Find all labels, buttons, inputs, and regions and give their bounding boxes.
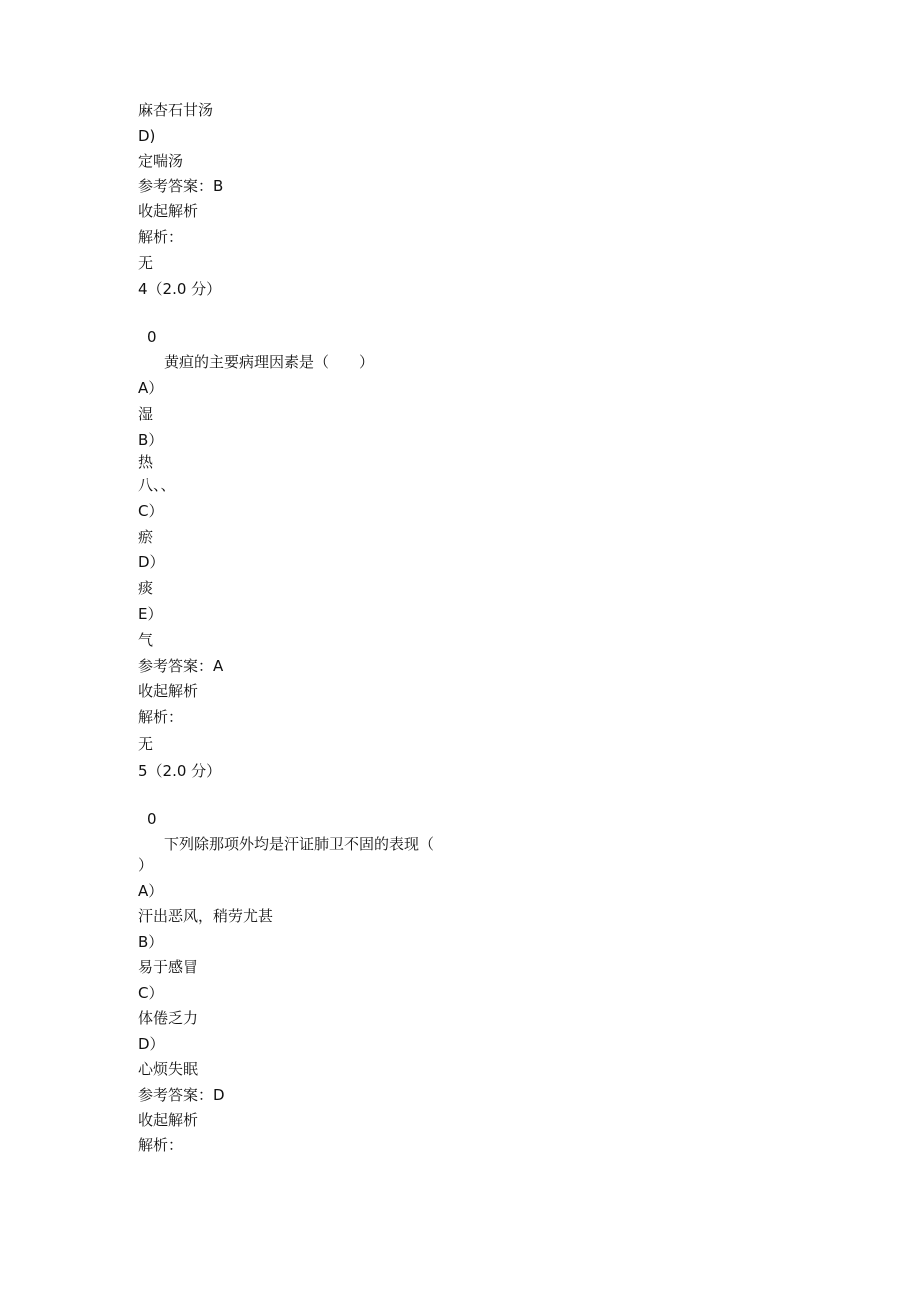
q4-option-artifact-text: 八、、 xyxy=(138,476,176,494)
q4-option-b-text: 热 xyxy=(138,453,154,471)
q5-option-a-label: A） xyxy=(138,882,164,900)
q3-analysis-text: 无 xyxy=(138,254,154,272)
q5-option-d-text: 心烦失眠 xyxy=(138,1060,199,1078)
q4-analysis-text: 无 xyxy=(138,735,154,753)
q4-option-c-text: 瘀 xyxy=(138,528,154,546)
q4-header: 4（2.0 分） xyxy=(138,280,222,298)
q3-analysis-label: 解析： xyxy=(138,228,184,246)
q5-option-c-label: C） xyxy=(138,984,164,1002)
q5-option-c-text: 体倦乏力 xyxy=(138,1009,199,1027)
q3-toggle-analysis[interactable]: 收起解析 xyxy=(138,202,199,220)
q4-option-a-label: A） xyxy=(138,379,164,397)
q5-answer: 参考答案：D xyxy=(138,1086,225,1104)
q5-toggle-analysis[interactable]: 收起解析 xyxy=(138,1111,199,1129)
q4-stem: 黄疸的主要病理因素是（ ） xyxy=(164,353,375,371)
q5-header: 5（2.0 分） xyxy=(138,762,222,780)
q5-option-b-text: 易于感冒 xyxy=(138,958,199,976)
q3-option-d-text: 定喘汤 xyxy=(138,152,184,170)
q5-score: 0 xyxy=(147,810,157,828)
q4-option-d-text: 痰 xyxy=(138,579,154,597)
q4-option-c-label: C） xyxy=(138,502,164,520)
q4-score: 0 xyxy=(147,328,157,346)
q4-option-e-label: E） xyxy=(138,605,163,623)
q5-option-a-text: 汗出恶风，稍劳尤甚 xyxy=(138,907,274,925)
q3-option-c-text: 麻杏石甘汤 xyxy=(138,101,214,119)
q5-option-b-label: B） xyxy=(138,933,164,951)
q4-answer: 参考答案：A xyxy=(138,657,224,675)
q5-stem-line2: ） xyxy=(138,856,154,874)
q4-option-d-label: D） xyxy=(138,553,165,571)
q4-analysis-label: 解析： xyxy=(138,708,184,726)
q3-option-d-label: D) xyxy=(138,127,156,145)
q4-toggle-analysis[interactable]: 收起解析 xyxy=(138,682,199,700)
q4-option-a-text: 湿 xyxy=(138,405,154,423)
q5-analysis-label: 解析： xyxy=(138,1136,184,1154)
q4-option-e-text: 气 xyxy=(138,631,154,649)
q3-answer: 参考答案：B xyxy=(138,177,224,195)
q5-option-d-label: D） xyxy=(138,1035,165,1053)
q4-option-b-label: B） xyxy=(138,431,164,449)
q5-stem-line1: 下列除那项外均是汗证肺卫不固的表现（ xyxy=(164,835,435,853)
